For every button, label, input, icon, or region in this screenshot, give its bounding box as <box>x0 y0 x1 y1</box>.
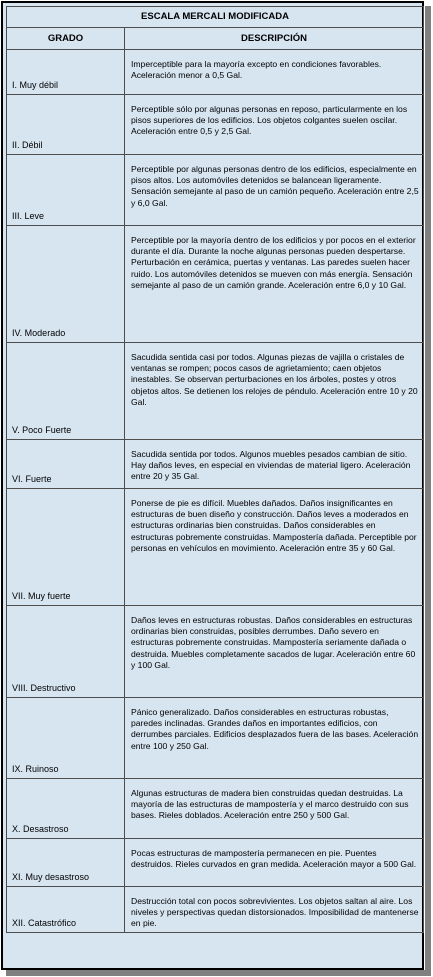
description-cell <box>125 50 424 95</box>
description-text: Ponerse de pie es difícil. Muebles dañados. Daños insignificantes en estructuras de buen diseño y construcción. Daños leves a moderados en estructuras ordinarias bien construidas. Daños considerables en estructuras pobremente construidas. Mampostería dañada. Perceptible por personas en vehículos en movimiento. Aceleración entre 35 y 60 Gal. <box>131 498 417 553</box>
column-header-description: DESCRIPCIÓN <box>125 28 424 50</box>
description-text: Algunas estructuras de madera bien construidas quedan destruidas. La mayoría de las estructuras de mampostería y el marco destruido con sus bases. Rieles doblados. Aceleración entre 250 y 500 Gal. <box>131 788 409 821</box>
table-row <box>7 440 424 489</box>
description-text: Perceptible sólo por algunas personas en reposo, particularmente en los pisos superiores de los edificios. Los objetos colgantes suelen oscilar. Aceleración entre 0,5 y 2,5 Gal. <box>131 104 408 137</box>
grade-cell <box>7 50 125 95</box>
description-text: Destrucción total con pocos sobrevivientes. Los objetos saltan al aire. Los niveles y perspectivas quedan distorsionados. Imposibilidad de mantenerse en pie. <box>131 896 419 929</box>
description-cell <box>125 343 424 440</box>
table-row <box>7 698 424 779</box>
grade-label: IX. Ruinoso <box>12 764 59 774</box>
grade-label: V. Poco Fuerte <box>12 425 72 435</box>
grade-label: XI. Muy desastroso <box>12 872 90 882</box>
table-row <box>7 839 424 887</box>
description-text: Sacudida sentida por todos. Algunos muebles pesados cambian de sitio. Hay daños leves, en especial en viviendas de material ligero. Aceleración entre 20 y 35 Gal. <box>131 449 411 482</box>
table-row <box>7 95 424 155</box>
description-cell <box>125 839 424 887</box>
description-text: Sacudida sentida casi por todos. Algunas piezas de vajilla o cristales de ventanas se rompen; pocos casos de agrietamiento; caen objetos inestables. Se observan perturbaciones en los árboles, postes y otros objetos altos. Se detienen los relojes de péndulo. Aceleración entre 10 y 20 Gal. <box>131 352 418 407</box>
description-cell <box>125 887 424 933</box>
description-text: Pocas estructuras de mampostería permanecen en pie. Puentes destruidos. Rieles curvados en gran medida. Aceleración mayor a 500 Gal. <box>131 848 417 870</box>
description-text: Perceptible por algunas personas dentro de los edificios, especialmente en pisos altos. Los automóviles detenidos se balancean ligeramente. Sensación semejante al paso de un camión pequeño. Aceleración entre 2,5 y 6,0 Gal. <box>131 164 419 208</box>
description-cell <box>125 489 424 606</box>
table-row <box>7 155 424 226</box>
grade-cell <box>7 887 125 933</box>
grade-cell <box>7 155 125 226</box>
description-cell <box>125 606 424 698</box>
grade-label: I. Muy débil <box>12 80 59 90</box>
grade-cell <box>7 95 125 155</box>
table-row <box>7 779 424 839</box>
grade-label: VII. Muy fuerte <box>12 591 71 601</box>
grade-label: XII. Catastrófico <box>12 917 77 928</box>
description-text: Pánico generalizado. Daños considerables en estructuras robustas, paredes inclinadas. Grandes daños en importantes edificios, con derrumbes parciales. Edificios desplazados fuera de las bases. Aceleración entre 100 y 250 Gal. <box>131 707 419 751</box>
description-cell <box>125 95 424 155</box>
description-cell <box>125 779 424 839</box>
grade-cell <box>7 226 125 343</box>
table-title: ESCALA MERCALI MODIFICADA <box>7 7 424 28</box>
description-text: Imperceptible para la mayoría excepto en condiciones favorables. Aceleración menor a 0,5 Gal. <box>131 59 382 81</box>
grade-cell <box>7 606 125 698</box>
description-cell <box>125 698 424 779</box>
drop-shadow-right <box>425 6 431 974</box>
table-row <box>7 489 424 606</box>
grade-label: X. Desastroso <box>12 824 69 834</box>
description-cell <box>125 226 424 343</box>
grade-cell <box>7 489 125 606</box>
table-row <box>7 606 424 698</box>
table-row <box>7 50 424 95</box>
grade-label: IV. Moderado <box>12 328 66 338</box>
column-header-grade: GRADO <box>7 28 125 50</box>
description-text: Perceptible por la mayoría dentro de los edificios y por pocos en el exterior durante el día. Durante la noche algunas personas pueden despertarse. Perturbación en cerámica, puertas y ventanas. Las paredes suelen hacer ruido. Los automóviles detenidos se mueven con más energía. Sensación semejante al paso de un camión grande. Aceleración entre 6,0 y 10 Gal. <box>131 235 416 290</box>
grade-cell <box>7 779 125 839</box>
table-frame <box>1 1 424 970</box>
table-row <box>7 343 424 440</box>
drop-shadow-bottom <box>6 970 431 976</box>
description-cell <box>125 155 424 226</box>
table-row <box>7 887 424 933</box>
grade-label: VI. Fuerte <box>12 474 52 484</box>
grade-label: II. Débil <box>12 140 43 150</box>
grade-label: III. Leve <box>12 211 45 221</box>
grade-cell <box>7 440 125 489</box>
description-text: Daños leves en estructuras robustas. Daños considerables en estructuras ordinarias bien construidas, posibles derrumbes. Daño severo en estructuras pobremente construidas. Mampostería seriamente dañada o destruida. Muebles completamente sacados de lugar. Aceleración entre 60 y 100 Gal. <box>131 615 416 670</box>
grade-cell <box>7 343 125 440</box>
grade-cell <box>7 698 125 779</box>
table-row <box>7 226 424 343</box>
grade-cell <box>7 839 125 887</box>
grade-label: VIII. Destructivo <box>12 683 76 693</box>
description-cell <box>125 440 424 489</box>
mercalli-scale-table <box>6 6 424 933</box>
